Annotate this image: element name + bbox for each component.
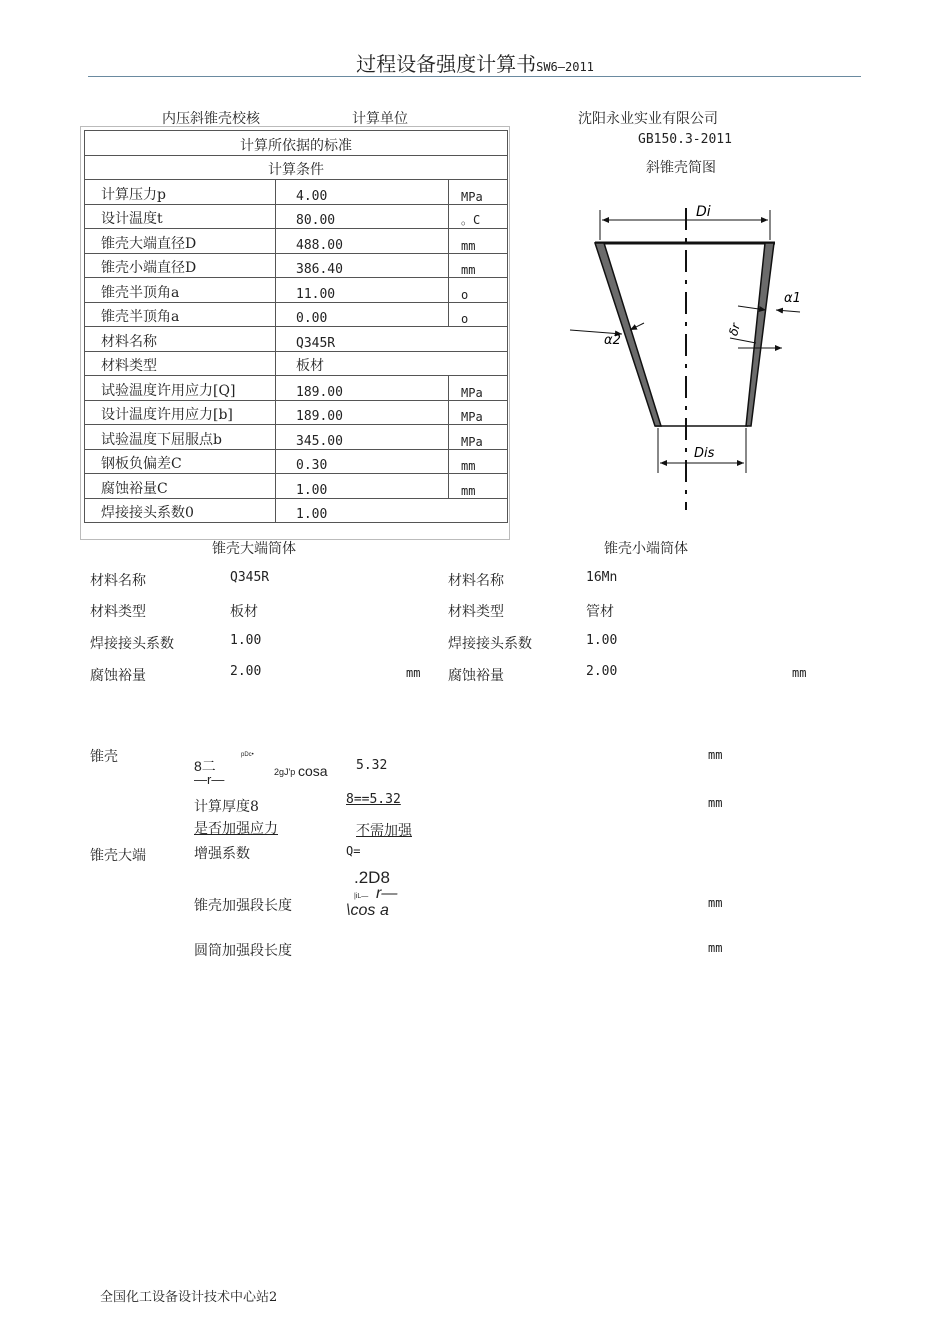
row-value: 488.00 [276, 229, 449, 254]
se-value-1: 16Mn [586, 570, 618, 585]
row-unit: MPa [449, 425, 508, 450]
unit-1: mm [708, 748, 723, 762]
alpha1-label: α1 [784, 291, 801, 306]
row-value: 4.00 [276, 180, 449, 205]
table-row [85, 498, 508, 523]
le-value-3: 1.00 [230, 633, 262, 648]
formula-line: —r— [194, 772, 225, 787]
row-label: 试验温度下屈服点b [85, 425, 276, 450]
factor-value: Q= [346, 844, 361, 858]
le-label-3: 焊接接头系数 [90, 636, 174, 652]
row-label: 材料类型 [85, 351, 276, 376]
table-row [85, 327, 508, 352]
table-row [85, 376, 508, 401]
unit-2: mm [708, 796, 723, 810]
row-label: 腐蚀裕量C [85, 474, 276, 499]
delta-label: δr [726, 321, 743, 338]
conditions-header: 计算条件 [85, 155, 508, 180]
formula2-mid: |iL— [354, 893, 369, 900]
basis-header: 计算所依据的标准 [85, 131, 508, 156]
row-unit: mm [449, 474, 508, 499]
se-value-3: 1.00 [586, 633, 618, 648]
formula2-a: a [380, 902, 389, 919]
le-value-2: 板材 [230, 604, 258, 620]
table-row [85, 302, 508, 327]
row-unit: MPa [449, 180, 508, 205]
check-title: 内压斜锥壳校核 [162, 111, 260, 127]
table-row [85, 425, 508, 450]
unit-4: mm [708, 941, 723, 955]
formula-top: 8二 [194, 758, 216, 774]
row-value: 1.00 [276, 474, 449, 499]
unit-3: mm [708, 896, 723, 910]
title-code: SW6—2011 [536, 60, 594, 74]
small-end-title: 锥壳小端筒体 [604, 541, 688, 557]
row-unit: mm [449, 449, 508, 474]
row-label: 设计温度t [85, 204, 276, 229]
row-value: 386.40 [276, 253, 449, 278]
unit-label: 计算单位 [352, 111, 408, 127]
se-label-2: 材料类型 [448, 604, 504, 620]
document-title [0, 48, 950, 77]
se-unit-4: mm [792, 666, 807, 680]
se-label-1: 材料名称 [448, 573, 504, 589]
le-unit-4: mm [406, 666, 421, 680]
le-label-4: 腐蚀裕量 [90, 668, 146, 684]
formula-sup: pDc• [241, 752, 254, 758]
le-label-1: 材料名称 [90, 573, 146, 589]
row-unit: mm [449, 229, 508, 254]
formula-den: 2gJ'p [274, 767, 296, 777]
row-unit: mm [449, 253, 508, 278]
row-label: 材料名称 [85, 327, 276, 352]
di-label: Di [696, 204, 711, 220]
formula2-top: .2D8 [354, 868, 390, 887]
table-row [85, 180, 508, 205]
table-row [85, 253, 508, 278]
row-unit: 。C [449, 204, 508, 229]
se-label-4: 腐蚀裕量 [448, 668, 504, 684]
thickness-label: 计算厚度8 [194, 799, 259, 815]
company-name: 沈阳永业实业有限公司 [578, 111, 718, 127]
reinforce-answer: 不需加强 [356, 823, 412, 839]
row-value: 0.30 [276, 449, 449, 474]
table-row [85, 204, 508, 229]
row-value: Q345R [276, 327, 508, 352]
alpha2-label: α2 [604, 333, 621, 348]
se-value-2: 管材 [586, 604, 614, 620]
row-value: 板材 [276, 351, 508, 376]
row-unit: MPa [449, 400, 508, 425]
row-label: 锥壳半顶角a [85, 278, 276, 303]
cone-diagram [560, 188, 820, 518]
row-label: 焊接接头系数0 [85, 498, 276, 523]
row-value: 345.00 [276, 425, 449, 450]
table-row [85, 278, 508, 303]
row-label: 钢板负偏差C [85, 449, 276, 474]
row-unit: o [449, 302, 508, 327]
row-value: 189.00 [276, 376, 449, 401]
row-value: 189.00 [276, 400, 449, 425]
footer-text: 全国化工设备设计技术中心站2 [100, 1290, 278, 1305]
right-wall [746, 243, 774, 426]
table-row [85, 400, 508, 425]
cone-length-label: 锥壳加强段长度 [194, 898, 292, 914]
row-label: 设计温度许用应力[b] [85, 400, 276, 425]
row-label: 试验温度许用应力[Q] [85, 376, 276, 401]
table-row [85, 449, 508, 474]
parameter-table [84, 130, 508, 523]
row-label: 锥壳半顶角a [85, 302, 276, 327]
se-value-4: 2.00 [586, 664, 618, 679]
le-value-1: Q345R [230, 570, 270, 585]
row-unit: MPa [449, 376, 508, 401]
table-row [85, 351, 508, 376]
formula-cos: cosa [298, 763, 328, 779]
reinforce-question: 是否加强应力 [194, 821, 278, 837]
cone-label: 锥壳 [90, 749, 118, 765]
table-row [85, 229, 508, 254]
le-value-4: 2.00 [230, 664, 262, 679]
factor-label: 增强系数 [194, 846, 250, 862]
row-value: 1.00 [276, 498, 508, 523]
header-divider [88, 76, 861, 77]
table-row [85, 474, 508, 499]
large-end-title: 锥壳大端筒体 [212, 541, 296, 557]
row-label: 锥壳大端直径D [85, 229, 276, 254]
large-end-label: 锥壳大端 [90, 848, 146, 864]
row-label: 计算压力p [85, 180, 276, 205]
row-label: 锥壳小端直径D [85, 253, 276, 278]
standard-code: GB150.3-2011 [638, 132, 732, 147]
se-label-3: 焊接接头系数 [448, 636, 532, 652]
row-unit: o [449, 278, 508, 303]
row-value: 80.00 [276, 204, 449, 229]
diagram-caption: 斜锥壳简图 [646, 160, 716, 176]
le-label-2: 材料类型 [90, 604, 146, 620]
row-value: 11.00 [276, 278, 449, 303]
row-value: 0.00 [276, 302, 449, 327]
formula2-bottom: \cos [346, 902, 376, 919]
dis-label: Dis [694, 446, 715, 461]
cylinder-length-label: 圆筒加强段长度 [194, 943, 292, 959]
thickness-value: 8==5.32 [346, 792, 401, 807]
formula2-r: r— [376, 885, 398, 902]
title-text: 过程设备强度计算书 [356, 52, 537, 76]
formula-value: 5.32 [356, 758, 388, 773]
